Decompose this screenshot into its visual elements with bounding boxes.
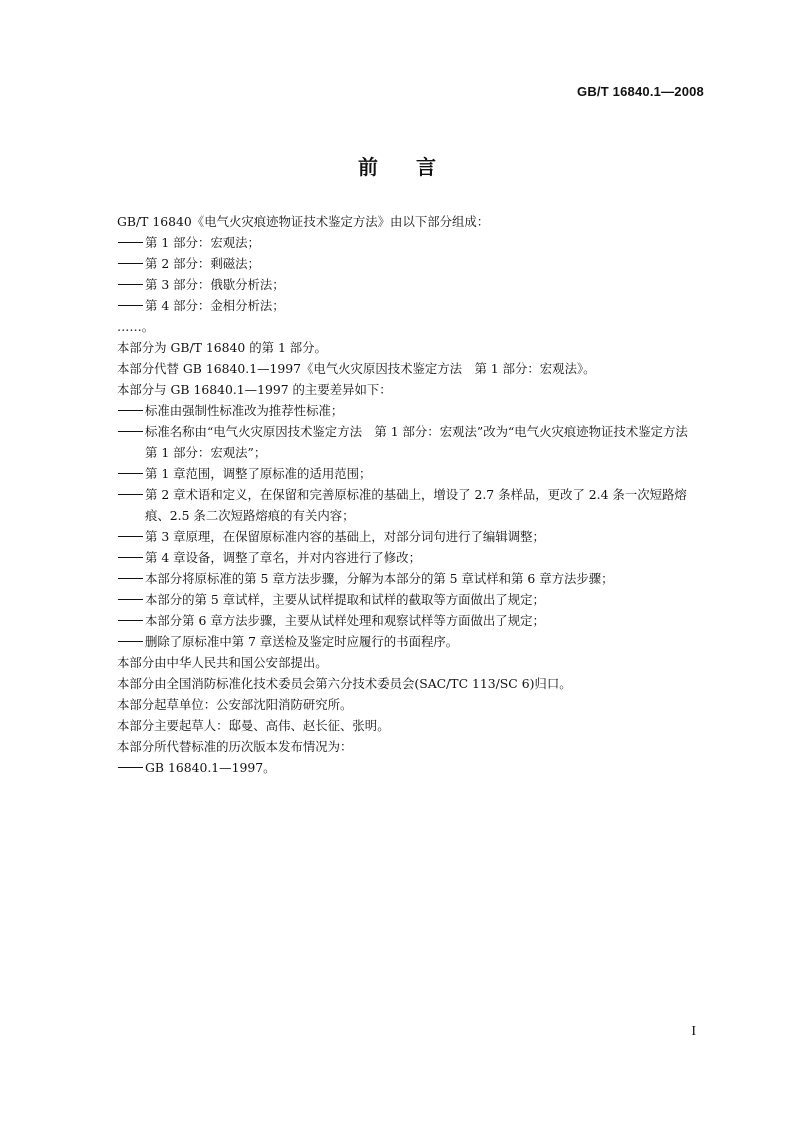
dash-marker <box>117 589 145 610</box>
dash-marker <box>117 526 145 547</box>
dash-marker <box>117 757 145 778</box>
drafting-unit-statement: 本部分起草单位：公安部沈阳消防研究所。 <box>117 697 353 712</box>
history-item <box>117 757 707 778</box>
foreword-body <box>117 211 707 778</box>
standard-code-header: GB/T 16840.1—2008 <box>577 84 704 99</box>
dash-marker <box>117 610 145 631</box>
dash-marker <box>117 568 145 589</box>
difference-item-text: 第 2 章术语和定义，在保留和完善原标准的基础上，增设了 2.7 条样品，更改了 2.4 条一次短路熔痕、2.5 条二次短路熔痕的有关内容； <box>145 487 687 523</box>
page-number: I <box>691 1024 696 1039</box>
dash-marker <box>117 484 145 526</box>
part-list-item <box>117 232 707 253</box>
page-title: 前言 <box>358 155 474 179</box>
difference-item <box>117 610 707 631</box>
dash-marker <box>117 421 145 463</box>
difference-item-text: 删除了原标准中第 7 章送检及鉴定时应履行的书面程序。 <box>145 634 459 649</box>
difference-item-text: 本部分将原标准的第 5 章方法步骤，分解为本部分的第 5 章试样和第 6 章方法步骤； <box>145 571 614 586</box>
dash-marker <box>117 274 145 295</box>
difference-item-text: 第 1 章范围，调整了原标准的适用范围； <box>145 466 372 481</box>
difference-item <box>117 568 707 589</box>
dash-marker <box>117 253 145 274</box>
difference-item-text: 标准名称由“电气火灾原因技术鉴定方法 第 1 部分：宏观法”改为“电气火灾痕迹物证技术鉴定方法 第 1 部分：宏观法”； <box>145 424 701 460</box>
history-item-text: GB 16840.1—1997。 <box>145 760 276 775</box>
difference-item <box>117 421 707 463</box>
difference-item-text: 本部分的第 5 章试样，主要从试样提取和试样的截取等方面做出了规定； <box>145 592 545 607</box>
dash-marker <box>117 295 145 316</box>
dash-marker <box>117 232 145 253</box>
difference-item <box>117 526 707 547</box>
part-list-item <box>117 295 707 316</box>
differences-intro: 本部分与 GB 16840.1—1997 的主要差异如下： <box>117 382 392 397</box>
difference-item-text: 第 3 章原理，在保留原标准内容的基础上，对部分词句进行了编辑调整； <box>145 529 545 544</box>
part-list-item-text: 第 1 部分：宏观法； <box>145 235 260 250</box>
part-list-item-text: 第 3 部分：俄歇分析法； <box>145 277 285 292</box>
dash-marker <box>117 547 145 568</box>
difference-item-text: 第 4 章设备，调整了章名，并对内容进行了修改； <box>145 550 421 565</box>
drafters-statement: 本部分主要起草人：邸曼、高伟、赵长征、张明。 <box>117 718 390 733</box>
difference-item-text: 本部分第 6 章方法步骤，主要从试样处理和观察试样等方面做出了规定； <box>145 613 545 628</box>
dash-marker <box>117 400 145 421</box>
ellipsis-line: ……。 <box>117 319 155 334</box>
intro-paragraph: GB/T 16840《电气火灾痕迹物证技术鉴定方法》由以下部分组成： <box>117 214 490 229</box>
replaces-statement: 本部分代替 GB 16840.1—1997《电气火灾原因技术鉴定方法 第 1 部分：宏观法》。 <box>117 361 596 376</box>
difference-item <box>117 547 707 568</box>
part-list-item-text: 第 2 部分：剩磁法； <box>145 256 260 271</box>
difference-item-text: 标准由强制性标准改为推荐性标准； <box>145 403 344 418</box>
dash-marker <box>117 631 145 652</box>
part-list-item <box>117 253 707 274</box>
part-list-item-text: 第 4 部分：金相分析法； <box>145 298 285 313</box>
difference-item <box>117 589 707 610</box>
part-list-item <box>117 274 707 295</box>
centralized-statement: 本部分由全国消防标准化技术委员会第六分技术委员会(SAC/TC 113/SC 6)归口。 <box>117 676 572 691</box>
proposer-statement: 本部分由中华人民共和国公安部提出。 <box>117 655 328 670</box>
part-statement: 本部分为 GB/T 16840 的第 1 部分。 <box>117 340 327 355</box>
difference-item <box>117 400 707 421</box>
difference-item <box>117 631 707 652</box>
dash-marker <box>117 463 145 484</box>
difference-item <box>117 484 707 526</box>
history-intro: 本部分所代替标准的历次版本发布情况为： <box>117 739 353 754</box>
difference-item <box>117 463 707 484</box>
